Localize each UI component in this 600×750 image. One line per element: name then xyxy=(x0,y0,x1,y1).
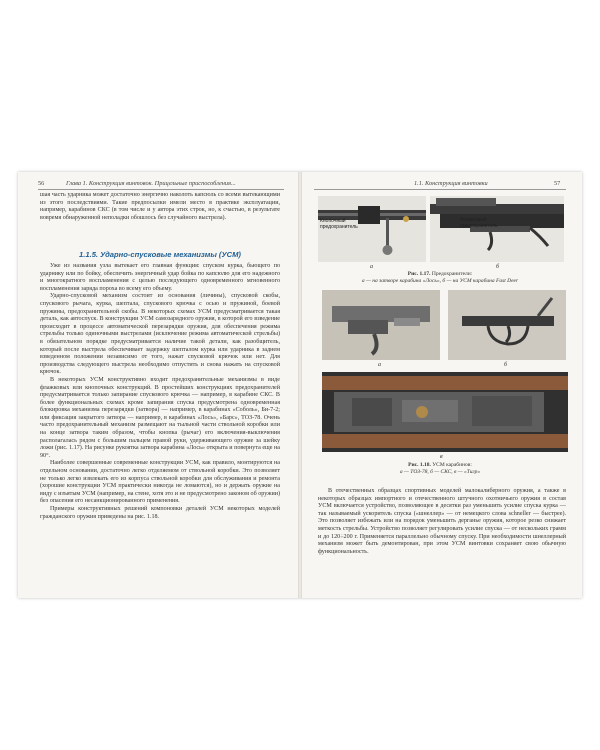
left-page-number: 56 xyxy=(38,180,45,187)
fig117-title-rest: Предохранители: xyxy=(431,271,473,277)
left-intro-text: шая часть ударника может достаточно энергично наколоть капсюль со всеми вытекающими из этого последствиями. Такие предпосылки имели место в практике эксплуатации, например, карабинов СКС (в том числе и у автора этих строк, но, к счастью, в результате вовремя обнаруженной неполадки обошлось без случайного выстрела). xyxy=(40,192,280,221)
right-page-number: 57 xyxy=(554,180,561,187)
fig117-desc: а — на затворе карабина «Лось», б — на УСМ карабина Fast Deer xyxy=(361,278,519,284)
left-page xyxy=(18,172,300,598)
callout-push-button-safety: Кнопочный предохранитель xyxy=(320,218,358,230)
paragraph: Примеры конструктивных решений компоновки деталей УСМ некоторых моделей гражданского оружия приведены на рис. 1.18. xyxy=(40,506,280,520)
fig118-letter-c: в xyxy=(440,454,443,460)
section-title: 1.1.5. Ударно-спусковые механизмы (УСМ) xyxy=(79,250,241,259)
paragraph: Наиболее совершенные современные конструкции УСМ, как правило, монтируются на отдельном основании, достаточно легко отделяемом от ствольной коробки. Это позволяет не только легко извлекать его из корпуса ствольной коробки для обслуживания и ремонта (хорошие конструкции УСМ практически никогда не ломаются), но и держать оружие на виду с изъятым УСМ (например, на стене, хотя это и не предусмотрено законом об оружии) без опасения его несанкционированного применения. xyxy=(40,460,280,505)
fig118-letter-a: а xyxy=(378,362,381,368)
fig117-caption xyxy=(314,271,566,285)
fig118-desc: а — ТОЗ-78, б — СКС, в — «Тигр» xyxy=(399,469,481,475)
right-header-rule xyxy=(314,189,566,190)
fig117-letter-a: а xyxy=(370,264,373,270)
fig118-caption xyxy=(314,462,566,476)
fig117-title: Рис. 1.17. xyxy=(407,271,431,277)
fig118-title-rest: УСМ карабинов: xyxy=(432,462,472,468)
left-running-head: Глава 1. Конструкция винтовок. Прицельные приспособления... xyxy=(66,180,236,187)
left-body-text xyxy=(40,263,280,521)
tigr-trigger-photo xyxy=(322,372,568,452)
fig118-letter-b: б xyxy=(504,362,508,368)
paragraph: Уже из названия узла вытекает его главная функция: спуском курка, бьющего по ударнику или по бойку, обеспечить энергичный удар бойка по капсюлю для его надежного и многократного воспламенения с целью последующего одновременного мгновенного воспламенения заряда пороха во всему его объему. xyxy=(40,263,280,292)
book-spread xyxy=(18,172,582,598)
paragraph: Ударно-спусковой механизм состоит из основания (личины), спусковой скобы, спускового рычага, курка, шептала, спускового крючка с осью и пружиной, боевой пружины, предохранительной скобы. В некоторых схемах УСМ предусматривается такая деталь, как автоспуск. В конструкции УСМ самозарядного оружия, в которой его взведение происходит в процессе автоматической перезарядки оружия, для обеспечения режима стрельбы только одиночными выстрелами (исключение режима автоматической стрельбы) в обязательном порядке предусматривается наличие такой детали, как разобщитель, который после выстрела обеспечивает задержку шепталом курка или ударника в заднем взведенном положении независимо от того, нажат спусковой крючок или нет. Для производства следующего выстрела необходимо отпустить и снова нажать на спусковой крючок. xyxy=(40,293,280,376)
callout-lever-safety: Флажковый предохранитель xyxy=(460,217,498,229)
right-running-head: 1.1. Конструкция винтовки xyxy=(414,180,488,187)
fig117-letter-b: б xyxy=(496,264,500,270)
right-body-text xyxy=(318,488,566,556)
left-header-rule xyxy=(38,189,284,190)
fig118-title: Рис. 1.18. xyxy=(408,462,431,468)
sks-trigger-photo xyxy=(448,290,566,360)
right-page xyxy=(300,172,582,598)
paragraph: В некоторых УСМ конструктивно входит предохранительные механизмы в виде флажковых или кнопочных конструкций. В простейших конструкциях предохранителей предусматривается только запирание спускового крючка — например, в карабине СКС. В более функциональных схемах кроме запирания спуска предусмотрена одновременная блокировка механизма перезарядки (затвора) — например, в карабинах «Соболь», Би-7-2; или фиксация закрытого затвора — например, в карабинах «Лось», «Барс», ТОЗ-78. Очень часто предохранительный механизм размещают на тыльной части ствольной коробки или на конце затвора таким образом, чтобы кнопка (рычаг) его включения-выключения располагалась рядом с большим пальцем правой руки, удерживающего оружие за шейку ложи (рис. 1.17). На рисунке рукоятка затвора карабина «Лось» открыта и повернута еще на 90°. xyxy=(40,376,280,459)
paragraph: В отечественных образцах спортивных моделей малокалиберного оружия, а также в некоторых образцах импортного и отечественного штучного охотничьего оружия в состав УСМ включается устройство, позволяющее в десятки раз уменьшить усилие спуска курка — так называемый ускоритель спуска («шнеллер» — от немецкого слова schneller — быстрее). Это позволяет избежать или на порядок уменьшить дерганье оружия, которое резко снижает меткость стрельбы. Устройство позволяет регулировать усилие спуска — от нескольких грамм и до 120÷200 г. Применяется параллельно обычному спуску. При необходимости шнеллерный механизм может быть демонтирован, при этом УСМ винтовки сохраняет свою обычную функциональность. xyxy=(318,488,566,555)
toz78-trigger-photo xyxy=(322,290,440,360)
fast-deer-photo xyxy=(430,196,564,262)
